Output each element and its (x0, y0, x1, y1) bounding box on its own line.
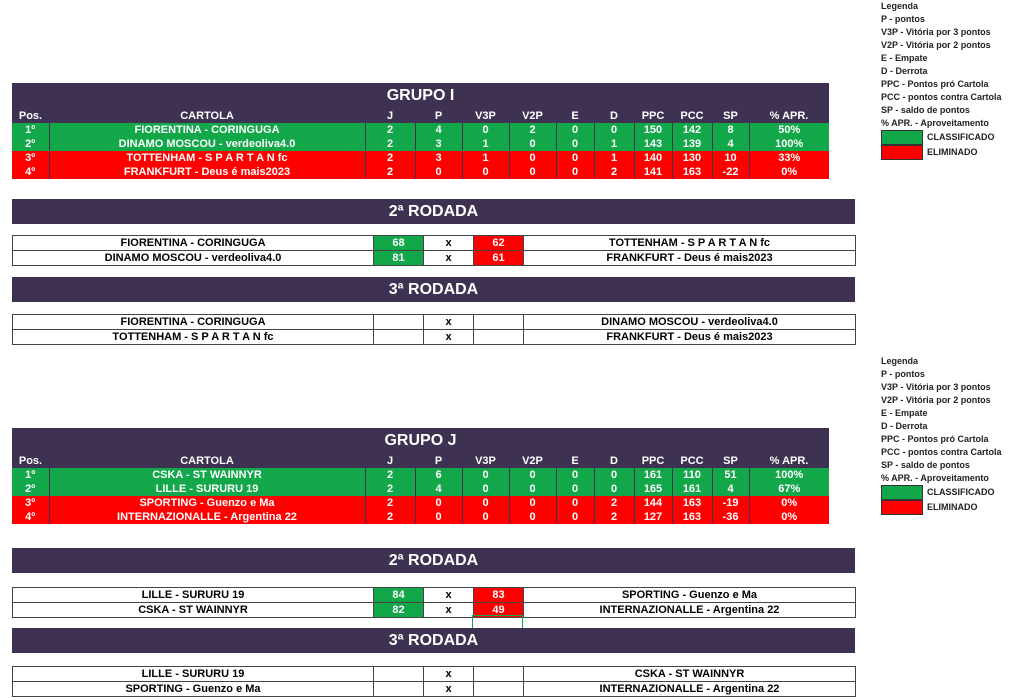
standings-header: Pos. CARTOLA J P V3P V2P E D PPC PCC SP % APR. (12, 109, 829, 123)
legend-classified: CLASSIFICADO (881, 485, 1002, 500)
match-row: CSKA - ST WAINNYR 82 x 49 INTERNAZIONALLE - Argentina 22 (13, 603, 856, 618)
legend-classified: CLASSIFICADO (881, 130, 1002, 145)
match-row: FIORENTINA - CORINGUGA 68 x 62 TOTTENHAM - S P A R T A N fc (13, 236, 856, 251)
group-j-title: GRUPO J (12, 428, 829, 454)
group-j-round2-matches (12, 587, 856, 618)
classified-swatch (881, 485, 923, 500)
legend-title: Legenda (881, 1, 919, 11)
group-j-round3-title: 3ª RODADA (12, 628, 855, 653)
legend-panel-2 (881, 355, 1002, 515)
table-row: 3º SPORTING - Guenzo e Ma 2 0 0 0 0 2 144 163 -19 0% (12, 496, 829, 510)
group-i-round3-matches (12, 314, 856, 345)
legend-item: V2P - Vitória por 2 pontos (881, 395, 991, 405)
legend-item: SP - saldo de pontos (881, 460, 970, 470)
legend-item: V3P - Vitória por 3 pontos (881, 27, 991, 37)
group-i-title: GRUPO I (12, 83, 829, 109)
legend-item: PCC - pontos contra Cartola (881, 447, 1002, 457)
eliminated-swatch (881, 500, 923, 515)
legend-item: PCC - pontos contra Cartola (881, 92, 1002, 102)
eliminated-swatch (881, 145, 923, 160)
table-row: 1º CSKA - ST WAINNYR 2 6 0 0 0 0 161 110 51 100% (12, 468, 829, 482)
match-row: FIORENTINA - CORINGUGA x DINAMO MOSCOU - verdeoliva4.0 (13, 315, 856, 330)
table-row: 4º FRANKFURT - Deus é mais2023 2 0 0 0 0 2 141 163 -22 0% (12, 165, 829, 179)
legend-eliminated: ELIMINADO (881, 145, 1002, 160)
table-row: 2º LILLE - SURURU 19 2 4 0 0 0 0 165 161 4 67% (12, 482, 829, 496)
table-row: 2º DINAMO MOSCOU - verdeoliva4.0 2 3 1 0 0 1 143 139 4 100% (12, 137, 829, 151)
group-j-standings (12, 454, 829, 524)
legend-item: D - Derrota (881, 421, 928, 431)
legend-item: D - Derrota (881, 66, 928, 76)
legend-item: P - pontos (881, 14, 925, 24)
group-i-round2-title: 2ª RODADA (12, 199, 855, 224)
match-row: LILLE - SURURU 19 84 x 83 SPORTING - Guenzo e Ma (13, 588, 856, 603)
legend-panel-1 (881, 0, 1002, 160)
group-j-round3-matches (12, 666, 856, 697)
legend-item: % APR. - Aproveitamento (881, 118, 989, 128)
standings-header: Pos. CARTOLA J P V3P V2P E D PPC PCC SP % APR. (12, 454, 829, 468)
table-row: 1º FIORENTINA - CORINGUGA 2 4 0 2 0 0 150 142 8 50% (12, 123, 829, 137)
legend-item: % APR. - Aproveitamento (881, 473, 989, 483)
match-row: LILLE - SURURU 19 x CSKA - ST WAINNYR (13, 667, 856, 682)
group-i-round3-title: 3ª RODADA (12, 277, 855, 302)
legend-item: V2P - Vitória por 2 pontos (881, 40, 991, 50)
legend-item: P - pontos (881, 369, 925, 379)
legend-item: PPC - Pontos pró Cartola (881, 79, 989, 89)
legend-title: Legenda (881, 356, 919, 366)
legend-eliminated: ELIMINADO (881, 500, 1002, 515)
legend-item: E - Empate (881, 408, 928, 418)
group-i-standings (12, 109, 829, 179)
legend-item: PPC - Pontos pró Cartola (881, 434, 989, 444)
table-row: 4º INTERNAZIONALLE - Argentina 22 2 0 0 0 0 2 127 163 -36 0% (12, 510, 829, 524)
match-row: DINAMO MOSCOU - verdeoliva4.0 81 x 61 FRANKFURT - Deus é mais2023 (13, 251, 856, 266)
table-row: 3º TOTTENHAM - S P A R T A N fc 2 3 1 0 0 1 140 130 10 33% (12, 151, 829, 165)
legend-item: E - Empate (881, 53, 928, 63)
legend-item: V3P - Vitória por 3 pontos (881, 382, 991, 392)
legend-item: SP - saldo de pontos (881, 105, 970, 115)
group-i-round2-matches (12, 235, 856, 266)
group-j-round2-title: 2ª RODADA (12, 548, 855, 573)
match-row: SPORTING - Guenzo e Ma x INTERNAZIONALLE - Argentina 22 (13, 682, 856, 697)
classified-swatch (881, 130, 923, 145)
match-row: TOTTENHAM - S P A R T A N fc x FRANKFURT - Deus é mais2023 (13, 330, 856, 345)
